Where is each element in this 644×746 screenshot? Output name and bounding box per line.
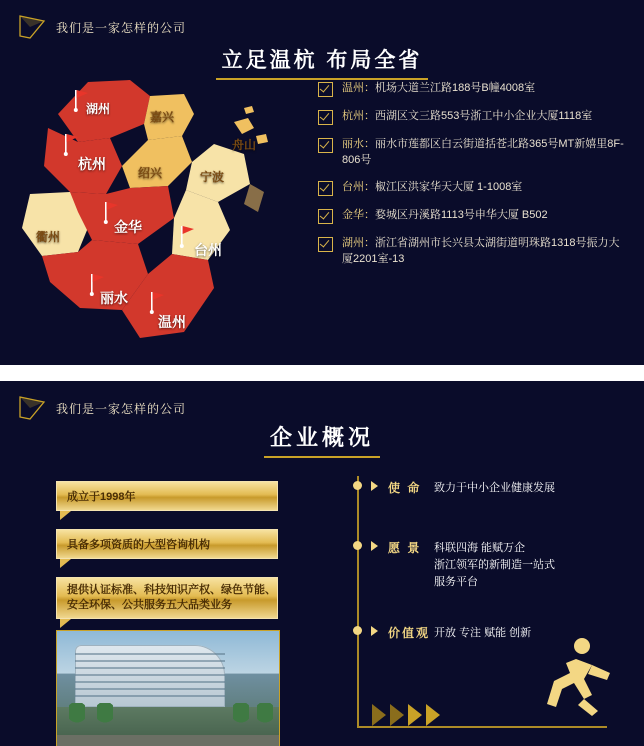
ribbon-header-2 — [18, 395, 186, 421]
ribbon-label-2: 我们是一家怎样的公司 — [56, 401, 187, 416]
check-icon — [318, 181, 333, 196]
value-text-values: 开放 专注 赋能 创新 — [434, 627, 532, 639]
triangle-icon — [371, 626, 378, 636]
map-label-zhoushan: 舟山 — [232, 138, 257, 152]
address-text: 婺城区丹溪路1113号申华大厦 B502 — [375, 209, 548, 221]
map-pin-taizhou[interactable] — [178, 224, 196, 248]
map-label-quzhou: 衢州 — [36, 230, 61, 244]
address-text: 丽水市莲都区白云街道括苍北路365号MT新嬉里8F-806号 — [342, 138, 624, 166]
map-label-taizhou: 台州 — [194, 242, 222, 258]
photo-road — [57, 735, 279, 746]
map-label-ningbo: 宁波 — [200, 170, 225, 184]
chevron-arrows — [372, 704, 440, 726]
address-row — [318, 207, 628, 224]
photo-tree — [69, 703, 85, 729]
flag-icon — [18, 395, 48, 421]
value-key-values: 价值观 — [388, 626, 431, 640]
address-city: 温州： — [342, 82, 375, 94]
page-title-2: 企业概况 — [269, 425, 374, 450]
address-city: 湖州： — [342, 237, 375, 249]
map-label-jinhua: 金华 — [114, 219, 142, 235]
highlight-bar-3-label-line1: 提供认证标准、科技知识产权、绿色节能、 — [67, 584, 276, 596]
map-pin-hangzhou[interactable] — [62, 132, 80, 156]
highlight-bar-1-label: 成立于1998年 — [67, 491, 136, 503]
address-row — [318, 179, 628, 196]
ribbon-header-1 — [18, 14, 186, 40]
map-pin-wenzhou[interactable] — [148, 290, 166, 314]
value-text-mission: 致力于中小企业健康发展 — [434, 482, 555, 494]
map-pin-lishui[interactable] — [88, 272, 106, 296]
map-label-shaoxing: 绍兴 — [138, 166, 163, 180]
value-text-vision-1: 科联四海 能赋万企 — [434, 542, 526, 554]
bubble-tail-3 — [60, 619, 71, 628]
check-icon — [318, 138, 333, 153]
building-windows — [75, 653, 225, 699]
address-text: 机场大道兰江路188号B幢4008室 — [375, 82, 536, 94]
photo-tree — [233, 703, 249, 729]
map-pin-huzhou[interactable] — [72, 88, 90, 112]
value-key-vision: 愿 景 — [388, 541, 422, 555]
chevron-icon — [408, 704, 422, 726]
ribbon-label-1: 我们是一家怎样的公司 — [56, 20, 187, 35]
triangle-icon — [371, 541, 378, 551]
address-city: 台州： — [342, 181, 375, 193]
photo-tree — [257, 703, 273, 729]
highlight-bar-3 — [56, 577, 278, 619]
address-text: 椒江区洪家华天大厦 1-1008室 — [375, 181, 523, 193]
address-city: 金华： — [342, 209, 375, 221]
highlight-bar-3-label-line2: 安全环保、公共服务五大品类业务 — [67, 599, 232, 611]
highlight-bar-2 — [56, 529, 278, 559]
address-row — [318, 108, 628, 125]
map-label-jiaxing: 嘉兴 — [150, 110, 175, 124]
map-label-wenzhou: 温州 — [158, 314, 186, 330]
triangle-icon — [371, 481, 378, 491]
chevron-icon — [372, 704, 386, 726]
chevron-icon — [426, 704, 440, 726]
address-city: 杭州： — [342, 110, 375, 122]
map-label-huzhou: 湖州 — [86, 102, 111, 116]
address-row — [318, 80, 628, 97]
bubble-tail-2 — [60, 559, 71, 568]
address-row — [318, 136, 628, 168]
runner-icon — [526, 633, 616, 728]
address-row — [318, 235, 628, 267]
highlight-bar-2-label: 具备多项资质的大型咨询机构 — [67, 539, 210, 551]
value-text-vision-3: 服务平台 — [434, 576, 478, 588]
check-icon — [318, 82, 333, 97]
timeline-node-1 — [353, 481, 362, 490]
photo-tree — [97, 703, 113, 729]
bubble-tail-1 — [60, 511, 71, 520]
slide-map — [0, 0, 644, 365]
timeline-node-2 — [353, 541, 362, 550]
check-icon — [318, 209, 333, 224]
timeline-vertical-line — [357, 476, 359, 726]
map-label-lishui: 丽水 — [100, 290, 128, 306]
map-label-hangzhou: 杭州 — [78, 156, 106, 172]
check-icon — [318, 237, 333, 252]
slide-overview — [0, 381, 644, 746]
office-building-photo — [56, 630, 280, 746]
address-text: 浙江省湖州市长兴县太湖街道明珠路1318号振力大厦2201室-13 — [342, 237, 620, 265]
address-city: 丽水： — [342, 138, 375, 150]
address-text: 西湖区文三路553号浙工中小企业大厦1118室 — [375, 110, 593, 122]
map-pin-jinhua[interactable] — [102, 200, 120, 224]
value-key-mission: 使 命 — [388, 481, 422, 495]
page-title-1: 立足温杭 布局全省 — [221, 49, 423, 72]
value-text-vision-2: 浙江领军的新制造一站式 — [434, 559, 555, 571]
slide-divider — [0, 365, 644, 381]
zhejiang-map — [18, 62, 308, 352]
timeline-node-3 — [353, 626, 362, 635]
flag-icon — [18, 14, 48, 40]
address-list — [318, 80, 628, 278]
chevron-icon — [390, 704, 404, 726]
slide2-title-wrap — [0, 421, 644, 458]
check-icon — [318, 110, 333, 125]
highlight-bar-1 — [56, 481, 278, 511]
